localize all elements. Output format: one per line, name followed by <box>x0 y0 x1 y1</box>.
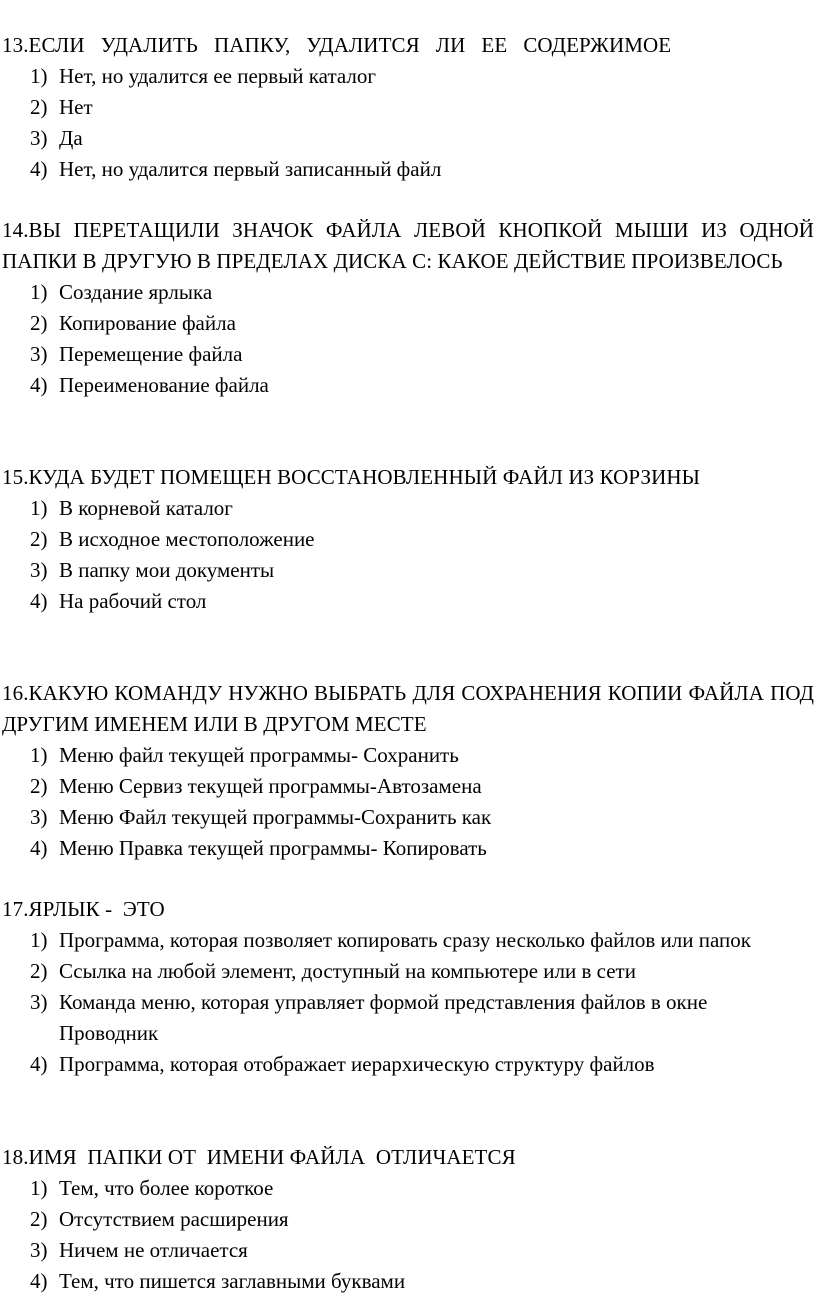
option-number: 4) <box>30 836 48 860</box>
option-text: Нет, но удалится первый записанный файл <box>59 157 442 181</box>
option-text: Тем, что более короткое <box>59 1176 274 1200</box>
option-text: Отсутствием расширения <box>59 1207 289 1231</box>
answer-option <box>0 1266 804 1297</box>
option-number: 3) <box>30 805 48 829</box>
option-number: 3) <box>30 1238 48 1262</box>
answer-list <box>0 740 816 864</box>
option-text: В корневой каталог <box>59 496 233 520</box>
option-number: 2) <box>30 1207 48 1231</box>
answer-option <box>0 1173 804 1204</box>
answer-option <box>0 61 804 92</box>
answer-list <box>0 925 816 1080</box>
answer-list <box>0 277 816 401</box>
answer-option <box>0 524 804 555</box>
option-number: 3) <box>30 126 48 150</box>
option-number: 4) <box>30 589 48 613</box>
answer-option <box>0 1204 804 1235</box>
answer-option <box>0 586 804 617</box>
answer-option <box>0 1235 804 1266</box>
answer-option <box>0 493 804 524</box>
option-text: Программа, которая отображает иерархическую структуру файлов <box>59 1052 655 1076</box>
question-17 <box>0 894 816 1080</box>
option-text: Копирование файла <box>59 311 236 335</box>
question-title: 13.ЕСЛИ УДАЛИТЬ ПАПКУ, УДАЛИТСЯ ЛИ ЕЕ СОДЕРЖИМОЕ <box>2 33 672 57</box>
option-number: 1) <box>30 496 48 520</box>
option-text: Тем, что пишется заглавными буквами <box>59 1269 406 1293</box>
option-number: 4) <box>30 157 48 181</box>
option-text: Создание ярлыка <box>59 280 213 304</box>
question-14 <box>0 215 816 401</box>
answer-option <box>0 802 804 833</box>
option-text: Меню Файл текущей программы-Сохранить как <box>59 805 492 829</box>
question-15 <box>0 462 816 617</box>
question-title: 17.ЯРЛЫК - ЭТО <box>2 897 165 921</box>
answer-list <box>0 1173 816 1297</box>
option-text: Меню файл текущей программы- Сохранить <box>59 743 459 767</box>
option-number: 4) <box>30 1269 48 1293</box>
option-number: 3) <box>30 990 48 1014</box>
option-number: 2) <box>30 95 48 119</box>
option-text: Ничем не отличается <box>59 1238 248 1262</box>
answer-option <box>0 771 804 802</box>
option-number: 4) <box>30 1052 48 1076</box>
answer-option <box>0 925 804 956</box>
option-text: В исходное местоположение <box>59 527 315 551</box>
question-18 <box>0 1142 816 1297</box>
answer-list <box>0 61 816 185</box>
option-number: 1) <box>30 280 48 304</box>
answer-option <box>0 1049 804 1080</box>
option-number: 1) <box>30 743 48 767</box>
option-number: 2) <box>30 527 48 551</box>
option-text: Да <box>59 126 83 150</box>
question-13 <box>0 30 816 185</box>
option-text: Нет, но удалится ее первый каталог <box>59 64 376 88</box>
option-number: 2) <box>30 311 48 335</box>
answer-option <box>0 154 804 185</box>
option-number: 3) <box>30 558 48 582</box>
question-title: 18.ИМЯ ПАПКИ ОТ ИМЕНИ ФАЙЛА ОТЛИЧАЕТСЯ <box>2 1145 516 1169</box>
question-title: 16.КАКУЮ КОМАНДУ НУЖНО ВЫБРАТЬ ДЛЯ СОХРАНЕНИЯ КОПИИ ФАЙЛА ПОД ДРУГИМ ИМЕНЕМ ИЛИ В ДРУГОМ МЕСТЕ <box>2 681 814 736</box>
option-text: Команда меню, которая управляет формой представления файлов в окне Проводник <box>59 990 708 1045</box>
option-text: На рабочий стол <box>59 589 207 613</box>
option-number: 2) <box>30 774 48 798</box>
answer-option <box>0 987 804 1049</box>
answer-option <box>0 277 804 308</box>
option-number: 2) <box>30 959 48 983</box>
option-text: Перемещение файла <box>59 342 243 366</box>
option-text: Нет <box>59 95 93 119</box>
answer-list <box>0 493 816 617</box>
answer-option <box>0 956 804 987</box>
option-number: 1) <box>30 64 48 88</box>
answer-option <box>0 92 804 123</box>
option-text: Меню Правка текущей программы- Копировать <box>59 836 487 860</box>
answer-option <box>0 555 804 586</box>
option-text: В папку мои документы <box>59 558 275 582</box>
option-number: 3) <box>30 342 48 366</box>
question-title: 14.ВЫ ПЕРЕТАЩИЛИ ЗНАЧОК ФАЙЛА ЛЕВОЙ КНОПКОЙ МЫШИ ИЗ ОДНОЙ ПАПКИ В ДРУГУЮ В ПРЕДЕЛАХ ДИСКА С: КАКОЕ ДЕЙСТВИЕ ПРОИЗВЕЛОСЬ <box>2 218 814 273</box>
answer-option <box>0 833 804 864</box>
answer-option <box>0 308 804 339</box>
answer-option <box>0 339 804 370</box>
option-text: Ссылка на любой элемент, доступный на компьютере или в сети <box>59 959 636 983</box>
option-number: 1) <box>30 928 48 952</box>
option-text: Переименование файла <box>59 373 269 397</box>
answer-option <box>0 370 804 401</box>
option-text: Программа, которая позволяет копировать сразу несколько файлов или папок <box>59 928 751 952</box>
answer-option <box>0 123 804 154</box>
option-text: Меню Сервиз текущей программы-Автозамена <box>59 774 482 798</box>
option-number: 4) <box>30 373 48 397</box>
answer-option <box>0 740 804 771</box>
option-number: 1) <box>30 1176 48 1200</box>
question-16 <box>0 678 816 864</box>
question-title: 15.КУДА БУДЕТ ПОМЕЩЕН ВОССТАНОВЛЕННЫЙ ФАЙЛ ИЗ КОРЗИНЫ <box>2 465 701 489</box>
